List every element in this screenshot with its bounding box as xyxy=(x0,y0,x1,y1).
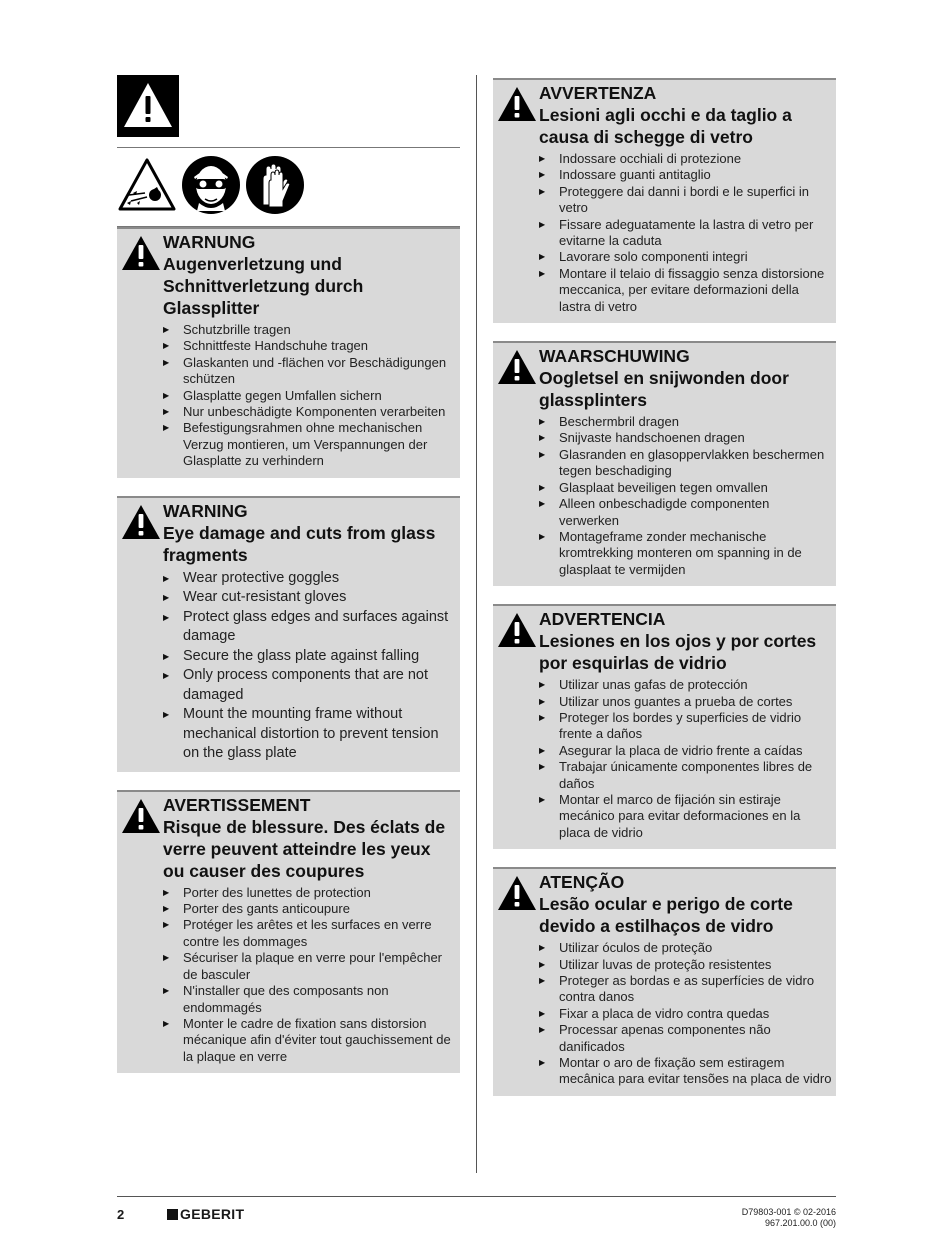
list-item: ▶ Porter des gants anticoupure xyxy=(183,901,456,917)
logo-square-icon xyxy=(167,1209,178,1220)
warning-triangle-icon xyxy=(497,612,537,653)
warning-title: AVERTISSEMENT xyxy=(163,794,311,815)
article-number: 967.201.00.0 (00) xyxy=(764,1218,836,1228)
list-item: ▶ Montare il telaio di fissaggio senza distorsione meccanica, per evitare deformazioni della lastra di vetro xyxy=(559,266,832,315)
list-item: ▶ Proteger los bordes y superficies de vidrio frente a daños xyxy=(559,710,832,743)
footer-rule xyxy=(117,1196,836,1197)
warning-subtitle: Eye damage and cuts from glass fragments xyxy=(163,522,436,565)
list-item: ▶ Monter le cadre de fixation sans distorsion mécanique afin d'éviter tout gauchissement de la plaque en verre xyxy=(183,1016,456,1065)
list-item: ▶ Schutzbrille tragen xyxy=(183,322,456,338)
warning-title: WARNING xyxy=(163,500,248,521)
list-item: ▶ Montar o aro de fixação sem estiragem mecânica para evitar tensões na placa de vidro xyxy=(559,1055,832,1088)
list-item: ▶ Utilizar unas gafas de protección xyxy=(559,677,832,693)
list-item: ▶ Porter des lunettes de protection xyxy=(183,885,456,901)
list-item: ▶ Asegurar la placa de vidrio frente a caídas xyxy=(559,743,832,759)
warning-title: WAARSCHUWING xyxy=(539,346,690,367)
column-divider xyxy=(476,75,477,1173)
list-item: ▶ Schnittfeste Handschuhe tragen xyxy=(183,338,456,354)
warning-subtitle: Oogletsel en snijwonden door glassplinters xyxy=(539,368,789,411)
list-item: ▶ Sécuriser la plaque en verre pour l'empêcher de basculer xyxy=(183,950,456,983)
list-item: ▶ N'installer que des composants non endommagés xyxy=(183,983,456,1016)
list-item: ▶ Utilizar unos guantes a prueba de cortes xyxy=(559,694,832,710)
list-item: ▶ Montageframe zonder mechanische kromtrekking monteren om spanning in de glasplaat te vermijden xyxy=(559,529,832,578)
general-warning-icon xyxy=(117,75,179,137)
warning-list xyxy=(539,940,832,1088)
list-item: ▶ Proteger as bordas e as superfícies de vidro contra danos xyxy=(559,973,832,1006)
warning-title: AVVERTENZA xyxy=(539,83,657,103)
warning-triangle-icon xyxy=(497,875,537,916)
warning-triangle-icon xyxy=(121,504,161,545)
flying-fragments-warning-icon xyxy=(117,157,177,218)
list-item: ▶ Beschermbril dragen xyxy=(559,414,832,430)
list-item: ▶ Proteggere dai danni i bordi e le superfici in vetro xyxy=(559,184,832,217)
warning-block-en xyxy=(117,496,460,772)
list-item: ▶ Secure the glass plate against falling xyxy=(183,647,456,667)
warning-triangle-icon xyxy=(121,235,161,276)
warning-block-de xyxy=(117,227,460,478)
warning-subtitle: Lesioni agli occhi e da taglio a causa di schegge di vetro xyxy=(539,105,792,147)
list-item: ▶ Glaskanten und -flächen vor Beschädigungen schützen xyxy=(183,355,456,388)
warning-list xyxy=(163,569,456,764)
brand-name: GEBERIT xyxy=(180,1206,245,1222)
list-item: ▶ Glasplaat beveiligen tegen omvallen xyxy=(559,480,832,496)
warning-block-nl xyxy=(493,341,836,586)
warning-triangle-icon xyxy=(121,798,161,839)
warning-title: ATENÇÃO xyxy=(539,872,625,893)
warning-title: WARNUNG xyxy=(163,232,256,252)
list-item: ▶ Glasranden en glasoppervlakken beschermen tegen beschadiging xyxy=(559,447,832,480)
list-item: ▶ Processar apenas componentes não danificados xyxy=(559,1022,832,1055)
list-item: ▶ Utilizar óculos de proteção xyxy=(559,940,832,956)
list-item: ▶ Utilizar luvas de proteção resistentes xyxy=(559,957,832,973)
right-column xyxy=(493,78,836,1096)
list-item: ▶ Glasplatte gegen Umfallen sichern xyxy=(183,388,456,404)
list-item: ▶ Mount the mounting frame without mechanical distortion to prevent tension on the glass plate xyxy=(183,705,456,764)
list-item: ▶ Only process components that are not damaged xyxy=(183,666,456,705)
page-number: 2 xyxy=(117,1207,125,1222)
list-item: ▶ Indossare guanti antitaglio xyxy=(559,167,832,183)
list-item: ▶ Wear protective goggles xyxy=(183,569,456,589)
doc-number: D79803-001 © 02-2016 xyxy=(741,1207,836,1217)
ppe-icon-row xyxy=(117,156,460,218)
list-item: ▶ Lavorare solo componenti integri xyxy=(559,249,832,265)
warning-triangle-icon xyxy=(497,86,537,127)
list-item: ▶ Protéger les arêtes et les surfaces en verre contre les dommages xyxy=(183,917,456,950)
warning-triangle-icon xyxy=(497,349,537,390)
warning-list xyxy=(163,322,456,470)
warning-subtitle: Risque de blessure. Des éclats de verre peuvent atteindre les yeux ou causer des coupures xyxy=(163,816,446,881)
warning-subtitle: Lesiones en los ojos y por cortes por esquirlas de vidrio xyxy=(539,631,817,674)
list-item: ▶ Protect glass edges and surfaces against damage xyxy=(183,608,456,647)
list-item: ▶ Alleen onbeschadigde componenten verwerken xyxy=(559,496,832,529)
warning-block-es xyxy=(493,604,836,849)
list-item: ▶ Montar el marco de fijación sin estiraje mecánico para evitar deformaciones en la placa de vidrio xyxy=(559,792,832,841)
warning-list xyxy=(539,151,832,315)
warning-list xyxy=(539,677,832,841)
warning-subtitle: Augenverletzung und Schnittverletzung durch Glassplitter xyxy=(163,254,364,318)
list-item: ▶ Befestigungsrahmen ohne mechanischen Verzug montieren, um Verspannungen der Glasplatte zu verhindern xyxy=(183,420,456,469)
warning-title: ADVERTENCIA xyxy=(539,609,666,630)
list-item: ▶ Fissare adeguatamente la lastra di vetro per evitarne la caduta xyxy=(559,217,832,250)
warning-subtitle: Lesão ocular e perigo de corte devido a estilhaços de vidro xyxy=(539,894,793,937)
warning-list xyxy=(539,414,832,578)
warning-block-fr xyxy=(117,790,460,1073)
list-item: ▶ Trabajar únicamente componentes libres de daños xyxy=(559,759,832,792)
brand-logo xyxy=(167,1206,244,1222)
list-item: ▶ Wear cut-resistant gloves xyxy=(183,588,456,608)
list-item: ▶ Fixar a placa de vidro contra quedas xyxy=(559,1006,832,1022)
document-info xyxy=(742,1207,836,1229)
wear-goggles-icon xyxy=(181,155,241,220)
warning-block-it xyxy=(493,78,836,323)
left-column xyxy=(117,75,460,1073)
warning-block-pt xyxy=(493,867,836,1096)
list-item: ▶ Snijvaste handschoenen dragen xyxy=(559,430,832,446)
list-item: ▶ Indossare occhiali di protezione xyxy=(559,151,832,167)
list-item: ▶ Nur unbeschädigte Komponenten verarbeiten xyxy=(183,404,456,420)
warning-list xyxy=(163,885,456,1065)
header-rule xyxy=(117,147,460,148)
wear-gloves-icon xyxy=(245,155,305,220)
